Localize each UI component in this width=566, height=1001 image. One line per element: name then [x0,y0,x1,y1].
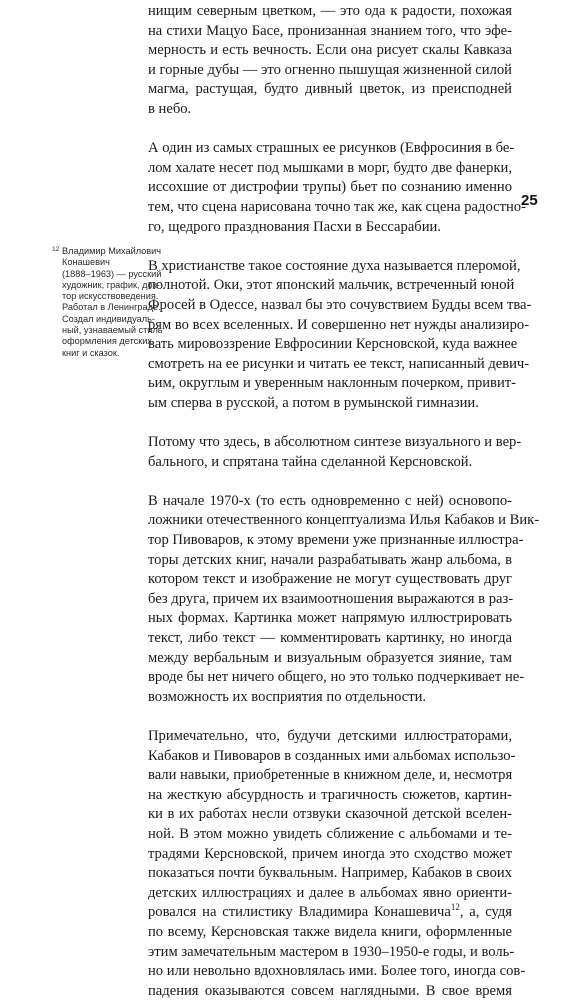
footnote-marker: 12 [52,246,60,253]
text-line: го, щедрого празднования Пасхи в Бессарабии. [148,218,441,235]
footnote-line: Владимир Михайлович [62,246,162,256]
text-line: но или невольно вдохновлялась ими. Более того, иногда сов- [148,963,526,980]
text-line: А один из самых страшных ее рисунков (Евфросиния в бе- [148,140,515,157]
text-line: Фросей в Одессе, назвал бы это сочувствием Будды всем тва- [148,296,532,313]
footnote-line: Создал индивидуаль- [62,313,155,324]
text-line: по всему, Керсновская также видела книги, оформленные [148,923,512,940]
footnote-reference[interactable]: 12 [450,902,460,913]
text-line: мерность и есть вечность. Если она рисует скалы Кавказа [148,42,512,59]
side-footnote [52,246,163,359]
text-line: Потому что здесь, в абсолютном синтезе визуального и вер- [148,434,522,451]
text-line-with-footnote-ref [148,903,512,923]
paragraph-2 [148,139,526,237]
text-line: нищим северным цветком, — это ода к радости, похожая [148,3,512,19]
text-line: этим замечательным мастером в 1930–1950-е годы, и воль- [148,943,515,960]
text-line: вроде бы нет ничего общего, но это только подчеркивает не- [148,669,525,686]
text-line: бального, и спрятана тайна сделанной Керсновской. [148,453,473,470]
text-line: в небо. [148,100,192,117]
text-line: В начале 1970-х (то есть одновременно с ней) основопо- [148,492,512,509]
text-line: вать мировоззрение Евфросинии Керсновской, куда важнее [148,336,518,353]
text-segment: , а, судя [459,904,512,921]
footnote-line: книг и сказок. [62,347,120,358]
page-number: 25 [521,192,538,209]
paragraph-3 [148,257,532,414]
footnote-line: Конашевич [62,257,110,268]
footnote-line: Работал в Ленинграде. [62,302,161,313]
text-line: иссохшие от дистрофии трупы) бьет по сознанию именно [148,179,512,196]
text-line: ной. В этом можно увидеть сближение с альбомами и те- [148,825,512,842]
text-line: традями Керсновской, причем иногда это сходство может [148,845,512,862]
text-line: тор Пивоваров, к этому времени уже признанные иллюстра- [148,532,524,549]
text-line: ложники отечественного концептуализма Илья Кабаков и Вик- [148,512,540,529]
text-segment: ровался на стилистику Владимира Конашевича [148,904,451,921]
text-line: полнотой. Оки, этот японский мальчик, встреченный юной [148,277,515,294]
footnote-line: тор искусствоведения. [62,291,159,302]
text-line: лом халате несет под мышками в морг, будто две фанерки, [148,159,512,176]
text-line: тем, что сцена нарисована точно так же, как сцена радостно- [148,198,526,215]
text-line: вали навыки, приобретенные в книжном деле, и, несмотря [148,767,513,784]
text-line: на стихи Мацуо Басе, пронизанная знанием того, что эфе- [148,22,512,39]
text-line: ым сперва в русской, а потом в румынской гимназии. [148,394,479,411]
text-line: текст, либо текст — комментировать картинку, но иногда [148,630,512,646]
text-line: смотреть на ее рисунки и читать ее текст, написанный девич- [148,355,530,372]
text-line: магма, растущая, будто дивный цветок, из преисподней [148,81,512,98]
text-line: между вербальным и визуальным образуется зияние, там [148,649,512,666]
text-line: торы детских книг, начали разрабатывать жанр альбома, в [148,551,512,568]
text-line: В христианстве такое состояние духа называется плеромой, [148,257,521,274]
text-line: ки в их работах несли отзвуки сказочной детской вселен- [148,806,512,823]
text-line: рям во всех вселенных. И совершенно нет нужды анализиро- [148,316,530,333]
footnote-line: (1888–1963) — русский [62,268,162,279]
footnote-line: художник, график, док- [62,279,160,290]
text-line: Кабаков и Пивоваров в созданных ими альбомах использо- [148,747,516,764]
text-line: ьим, округлым и уверенным наклонным почерком, привит- [148,375,516,392]
paragraph-4 [148,433,522,472]
text-line: Примечательно, что, будучи детскими иллюстраторами, [148,727,512,744]
text-line: ных формах. Картинка может напрямую иллюстрировать [148,610,512,627]
text-line: детских иллюстрациях и далее в альбомах явно ориенти- [148,884,512,901]
text-line: без друга, причем их взаимоотношения выражаются в раз- [148,590,514,607]
paragraph-5 [148,492,540,708]
paragraph-1 [148,2,512,120]
paragraph-6 [148,727,526,1001]
text-line: возможность их восприятия по отдельности. [148,688,427,705]
text-line: на жесткую абсурдность и трагичность сюжетов, картин- [148,786,512,803]
footnote-line: ный, узнаваемый стиль [62,325,163,336]
footnote-line: оформления детских [62,336,153,347]
text-line: и горные дубы — это огненно пышущая жизненной силой [148,61,512,78]
text-line: показаться почти буквальным. Например, Кабаков в своих [148,865,512,882]
text-line: падения оказываются совсем наглядными. В свое время [148,982,512,999]
text-line: котором текст и изображение не могут существовать друг [148,571,512,588]
